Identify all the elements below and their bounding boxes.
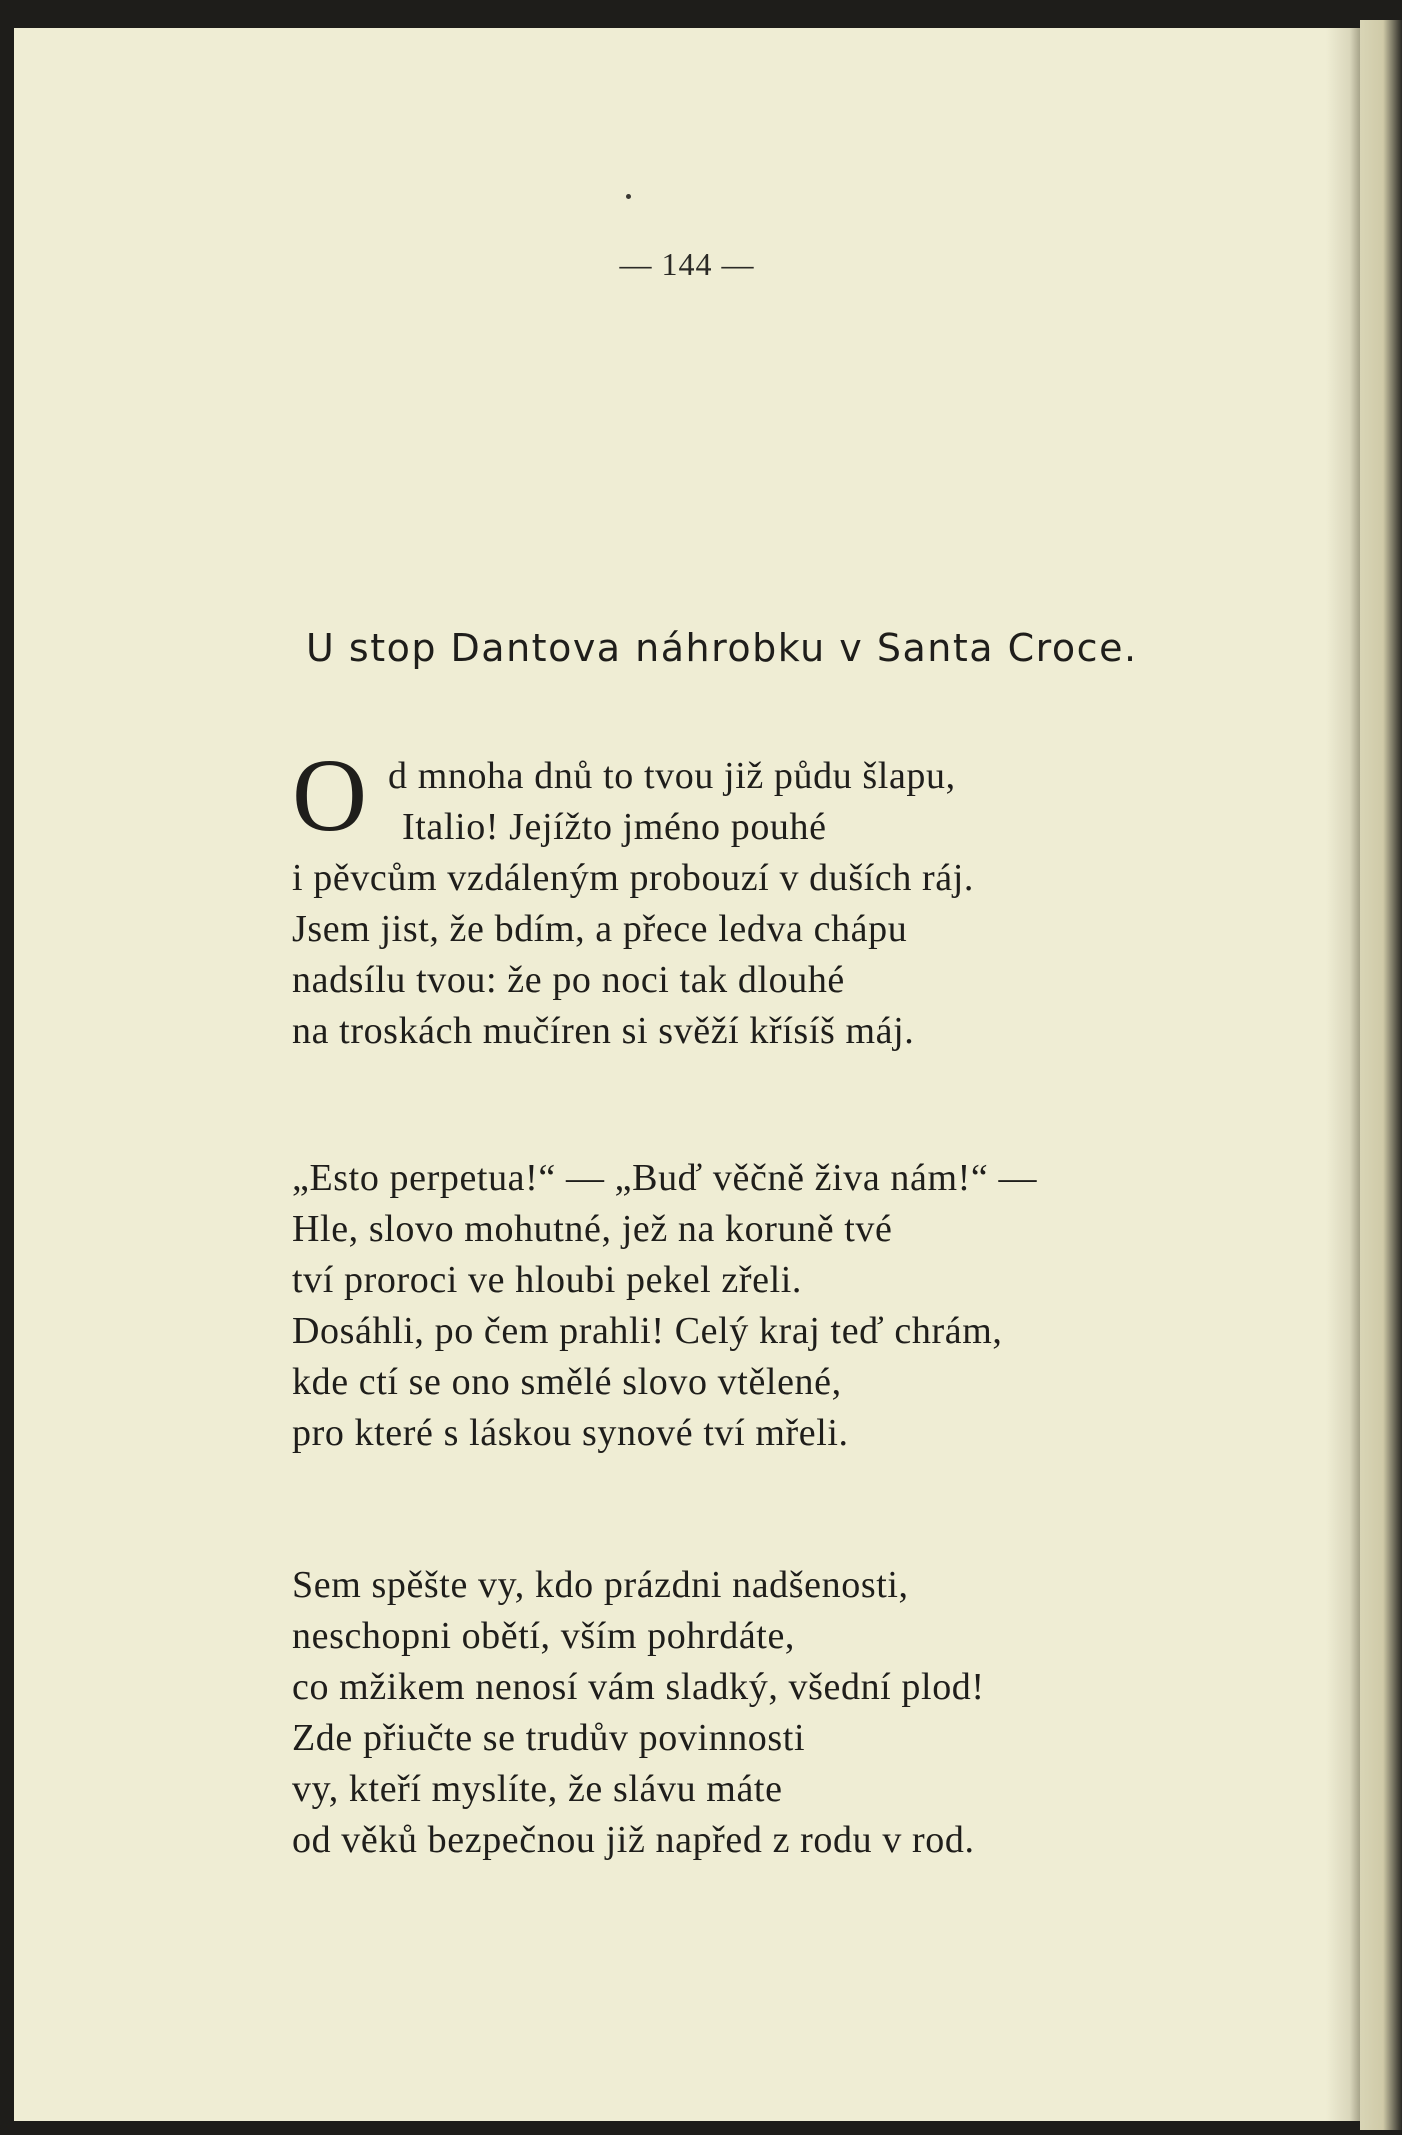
poem-line: Zde přiučte se trudův povinnosti: [292, 1717, 806, 1759]
adjacent-page-edge: [1360, 20, 1402, 2130]
poem-line: od věků bezpečnou již napřed z rodu v rod.: [292, 1819, 975, 1861]
poem-line: tví proroci ve hloubi pekel zřeli.: [292, 1259, 803, 1301]
poem-line: pro které s láskou synové tví mřeli.: [292, 1412, 849, 1454]
poem-line: co mžikem nenosí vám sladký, všední plod!: [292, 1666, 985, 1708]
poem-line: d mnoha dnů to tvou již půdu šlapu,: [388, 755, 956, 797]
poem-line: i pěvcům vzdáleným probouzí v duších ráj.: [292, 857, 975, 899]
poem-line: Dosáhli, po čem prahli! Celý kraj teď chrám,: [292, 1310, 1003, 1352]
poem-line: nadsílu tvou: že po noci tak dlouhé: [292, 959, 845, 1001]
poem-line: „Esto perpetua!“ — „Buď věčně živa nám!“ —: [292, 1157, 1038, 1199]
stanza-3: [292, 1560, 985, 1866]
poem-line: vy, kteří myslíte, že slávu máte: [292, 1768, 783, 1810]
stanza-1: [292, 738, 975, 1057]
ink-speck: [626, 194, 631, 199]
poem-line: Jsem jist, že bdím, a přece ledva chápu: [292, 908, 908, 950]
poem-line: Italio! Jejížto jméno pouhé: [402, 806, 827, 848]
poem-title: U stop Dantova náhrobku v Santa Croce.: [306, 626, 1138, 670]
stanza-2: [292, 1153, 1037, 1459]
poem-line: na troskách mučíren si svěží křísíš máj.: [292, 1010, 915, 1052]
poem-line: Hle, slovo mohutné, jež na koruně tvé: [292, 1208, 893, 1250]
poem-line: kde ctí se ono smělé slovo vtělené,: [292, 1361, 842, 1403]
poem-line: Sem spěšte vy, kdo prázdni nadšenosti,: [292, 1564, 909, 1606]
poem-line: neschopni obětí, vším pohrdáte,: [292, 1615, 796, 1657]
page-gutter-shadow: [1326, 28, 1360, 2121]
book-page: [14, 28, 1360, 2121]
drop-cap: O: [292, 738, 368, 853]
page-number: — 144 —: [619, 246, 755, 282]
